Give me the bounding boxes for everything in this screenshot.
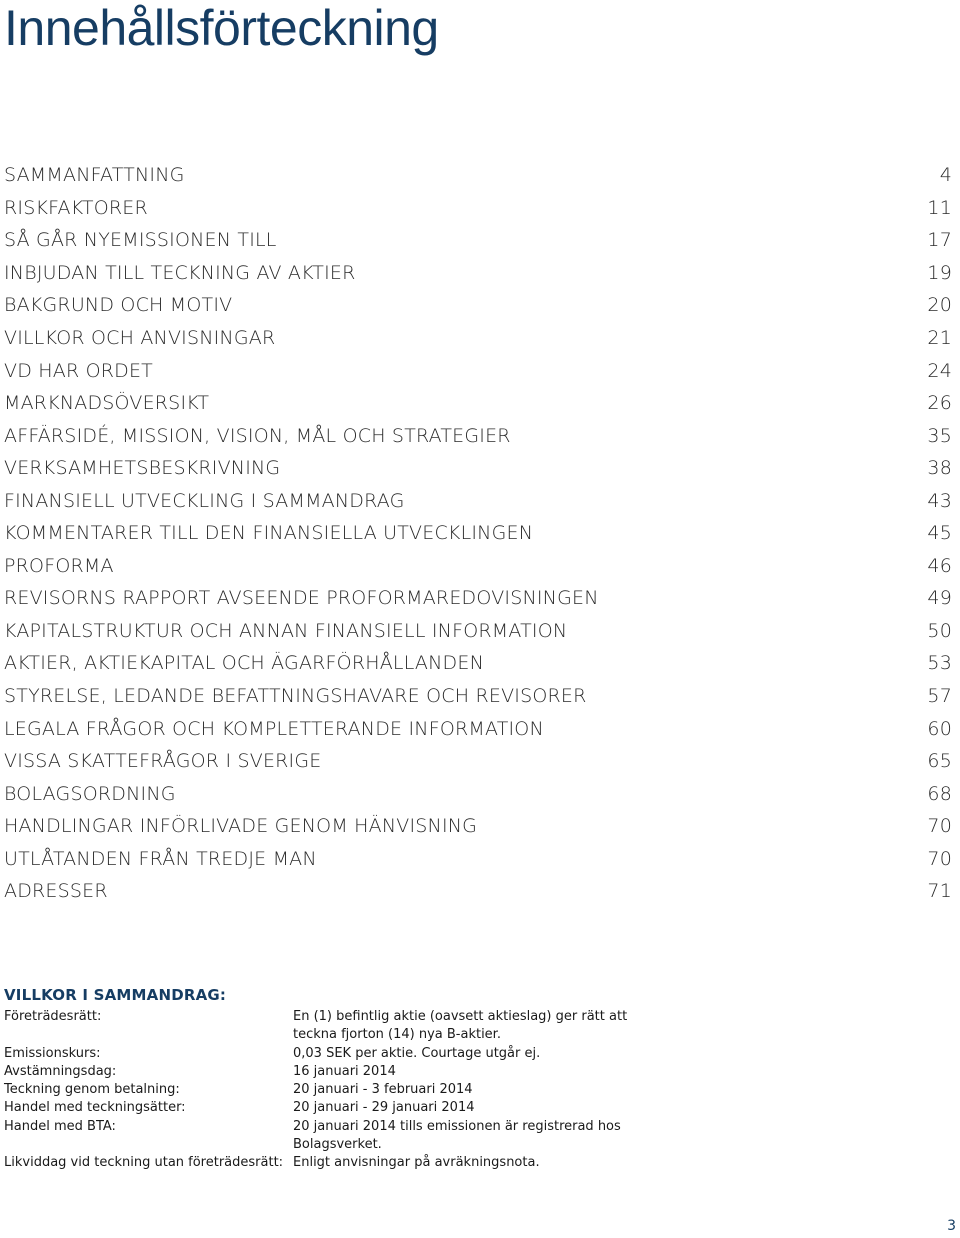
summary-label: Teckning genom betalning: xyxy=(4,1082,180,1098)
toc-entry-page: 68 xyxy=(927,782,952,805)
summary-value: En (1) befintlig aktie (oavsett aktieslag) ger rätt att teckna fjorton (14) nya B-aktier. xyxy=(293,1009,628,1043)
summary-rows xyxy=(4,1008,704,1173)
toc-entry-title: HANDLINGAR INFÖRLIVADE GENOM HÄNVISNING xyxy=(4,815,478,838)
toc-entry xyxy=(4,550,952,583)
toc-entry xyxy=(4,517,952,550)
summary-label: Företrädesrätt: xyxy=(4,1009,102,1024)
toc-entry-title: BAKGRUND OCH MOTIV xyxy=(4,294,233,317)
toc-entry xyxy=(4,745,952,778)
toc-entry xyxy=(4,647,952,680)
toc-entry xyxy=(4,452,952,485)
toc-entry-page: 65 xyxy=(927,750,952,773)
toc-entry-page: 21 xyxy=(927,327,952,349)
toc-entry-title: MARKNADSÖVERSIKT xyxy=(4,392,210,415)
toc-entry xyxy=(4,322,952,355)
toc-entry-page: 49 xyxy=(927,587,952,610)
summary-row xyxy=(4,1081,704,1099)
toc-entry xyxy=(4,875,952,908)
toc-entry-page: 60 xyxy=(927,717,952,740)
summary-row xyxy=(4,1099,704,1117)
toc-entry-page: 4 xyxy=(939,164,952,187)
toc-entry-page: 46 xyxy=(927,554,952,577)
toc-entry-page: 35 xyxy=(927,424,952,447)
toc-entry-page: 71 xyxy=(927,880,952,903)
toc-entry xyxy=(4,192,952,225)
toc-entry-title: PROFORMA xyxy=(4,554,114,577)
toc-entry xyxy=(4,615,952,648)
summary-row xyxy=(4,1154,704,1172)
toc-entry-title: REVISORNS RAPPORT AVSEENDE PROFORMAREDOVISNINGEN xyxy=(4,587,599,610)
toc-entry xyxy=(4,354,952,387)
summary-label: Handel med teckningsätter: xyxy=(4,1100,186,1116)
summary-row xyxy=(4,1063,704,1081)
toc-entry xyxy=(4,842,952,875)
toc-entry-page: 45 xyxy=(927,522,952,545)
toc-entry-title: AKTIER, AKTIEKAPITAL OCH ÄGARFÖRHÅLLANDEN xyxy=(4,652,484,675)
toc-entry xyxy=(4,289,952,322)
summary-value: 20 januari - 29 januari 2014 xyxy=(293,1100,475,1116)
summary-heading: VILLKOR I SAMMANDRAG: xyxy=(4,986,227,1004)
toc-entry-title: VD HAR ORDET xyxy=(4,359,153,382)
toc-entry-title: AFFÄRSIDÉ, MISSION, VISION, MÅL OCH STRATEGIER xyxy=(4,424,511,447)
summary-row xyxy=(4,1045,704,1063)
summary-value: 0,03 SEK per aktie. Courtage utgår ej. xyxy=(293,1045,541,1061)
toc-entry-page: 11 xyxy=(927,196,952,219)
summary-row xyxy=(4,1118,704,1155)
table-of-contents xyxy=(4,159,952,908)
toc-entry-page: 53 xyxy=(927,652,952,675)
toc-entry xyxy=(4,582,952,615)
toc-entry-title: RISKFAKTORER xyxy=(4,196,148,219)
toc-entry-title: VERKSAMHETSBESKRIVNING xyxy=(4,457,281,480)
page-title: Innehållsförteckning xyxy=(4,0,439,56)
toc-entry-page: 20 xyxy=(927,294,952,317)
summary-value: Enligt anvisningar på avräkningsnota. xyxy=(293,1155,540,1171)
toc-entry-title: SAMMANFATTNING xyxy=(4,164,185,187)
toc-entry-page: 50 xyxy=(927,619,952,642)
page-number: 3 xyxy=(947,1218,956,1234)
summary-value: 20 januari 2014 tills emissionen är registrerad hos Bolagsverket. xyxy=(293,1118,621,1153)
summary-value: 16 januari 2014 xyxy=(293,1063,396,1079)
toc-entry-title: INBJUDAN TILL TECKNING AV AKTIER xyxy=(4,261,356,284)
toc-entry-page: 70 xyxy=(927,847,952,870)
toc-entry-page: 70 xyxy=(927,815,952,838)
toc-entry xyxy=(4,419,952,452)
toc-entry xyxy=(4,810,952,843)
toc-entry-page: 57 xyxy=(927,685,952,708)
summary-value: 20 januari - 3 februari 2014 xyxy=(293,1082,473,1098)
toc-entry-page: 17 xyxy=(927,229,952,252)
toc-entry-title: LEGALA FRÅGOR OCH KOMPLETTERANDE INFORMATION xyxy=(4,717,544,740)
toc-entry-title: STYRELSE, LEDANDE BEFATTNINGSHAVARE OCH REVISORER xyxy=(4,685,587,708)
toc-entry-title: VISSA SKATTEFRÅGOR I SVERIGE xyxy=(4,750,322,773)
summary-label: Avstämningsdag: xyxy=(4,1063,117,1079)
toc-entry xyxy=(4,224,952,257)
toc-entry-page: 43 xyxy=(927,489,952,512)
toc-entry-page: 24 xyxy=(927,359,952,382)
summary-row xyxy=(4,1008,704,1045)
toc-entry-title: KOMMENTARER TILL DEN FINANSIELLA UTVECKLINGEN xyxy=(4,522,534,545)
toc-entry xyxy=(4,257,952,290)
toc-entry-title: VILLKOR OCH ANVISNINGAR xyxy=(4,327,276,349)
toc-entry-page: 38 xyxy=(927,457,952,480)
toc-entry xyxy=(4,159,952,192)
summary-label: Likviddag vid teckning utan företrädesrätt: xyxy=(4,1155,284,1171)
toc-entry xyxy=(4,777,952,810)
toc-entry-title: BOLAGSORDNING xyxy=(4,782,176,805)
toc-entry-title: SÅ GÅR NYEMISSIONEN TILL xyxy=(4,229,277,252)
summary-label: Handel med BTA: xyxy=(4,1118,116,1134)
terms-summary xyxy=(4,986,704,1173)
toc-entry-page: 19 xyxy=(927,261,952,284)
toc-entry-page: 26 xyxy=(927,392,952,415)
toc-entry-title: FINANSIELL UTVECKLING I SAMMANDRAG xyxy=(4,489,405,512)
toc-entry xyxy=(4,387,952,420)
summary-label: Emissionskurs: xyxy=(4,1045,101,1061)
toc-entry-title: UTLÅTANDEN FRÅN TREDJE MAN xyxy=(4,847,317,870)
toc-entry xyxy=(4,712,952,745)
toc-entry-title: ADRESSER xyxy=(4,880,108,903)
toc-entry-title: KAPITALSTRUKTUR OCH ANNAN FINANSIELL INFORMATION xyxy=(4,619,568,642)
toc-entry xyxy=(4,680,952,713)
toc-entry xyxy=(4,484,952,517)
